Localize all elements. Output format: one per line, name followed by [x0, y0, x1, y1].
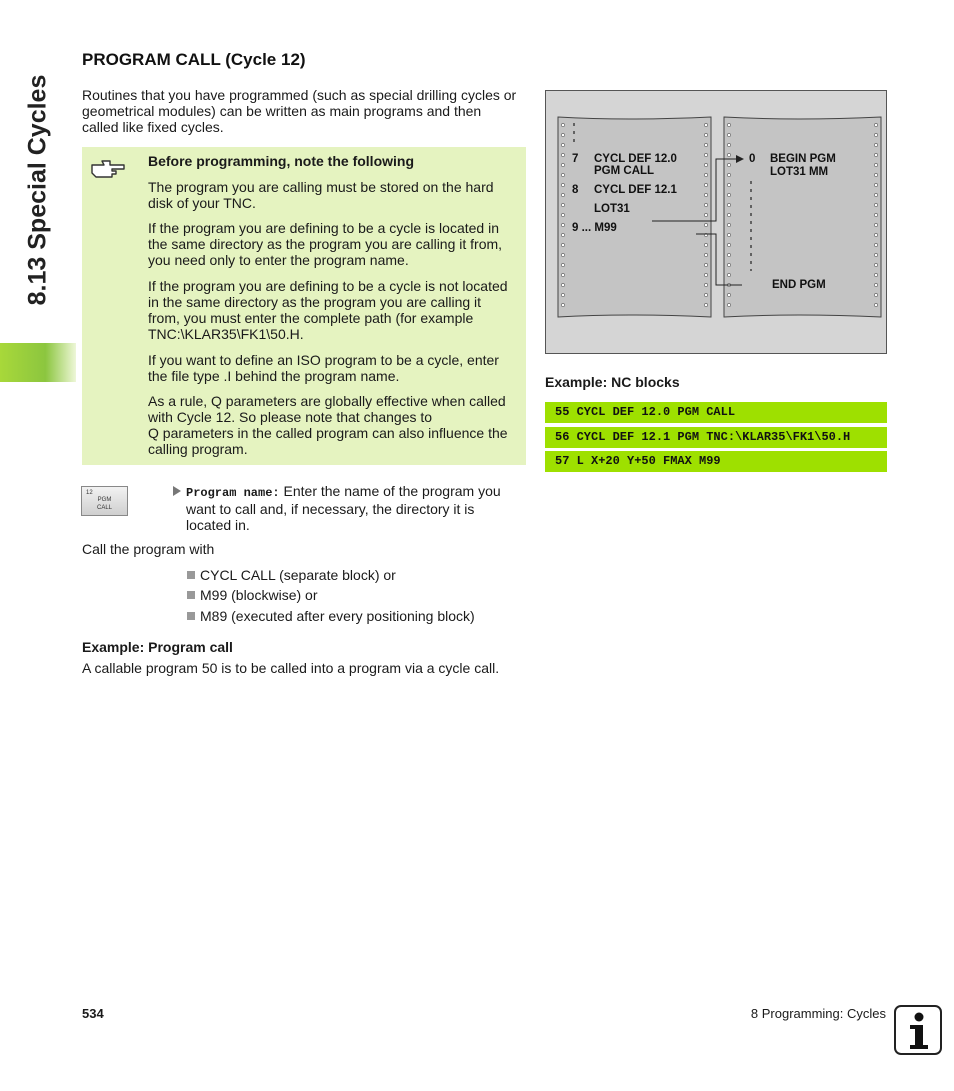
note-line: TNC:\KLAR35\FK1\50.H. [148, 326, 304, 342]
section-heading: PROGRAM CALL (Cycle 12) [82, 50, 306, 69]
program-call-figure [545, 90, 887, 354]
side-tab-marker [0, 343, 76, 382]
note-line: disk of your TNC. [148, 195, 256, 211]
bullet-item [187, 587, 317, 603]
note-line: the same directory as the program you are calling it from, [148, 236, 503, 252]
fig-right-text: LOT31 MM [770, 166, 829, 178]
example-call-text: A callable program 50 is to be called into a program via a cycle call. [82, 660, 500, 676]
note-paragraph [148, 393, 518, 457]
side-chapter-title [8, 60, 68, 320]
nc-blocks-title: Example: NC blocks [545, 374, 680, 390]
bullet-item [187, 567, 396, 583]
fig-right-text: BEGIN PGM [770, 153, 836, 165]
note-paragraph [148, 220, 518, 268]
fig-left-text: LOT31 [594, 203, 630, 215]
note-line: If you want to define an ISO program to be a cycle, enter [148, 352, 499, 368]
note-line: calling program. [148, 441, 248, 457]
page-number: 534 [82, 1006, 104, 1021]
bullet-text: M99 (blockwise) or [200, 587, 318, 603]
fig-left-num: 7 [572, 153, 579, 165]
note-line: The program you are calling must be stored on the hard [148, 179, 494, 195]
intro-line: geometrical modules) can be written as main programs and then [82, 103, 482, 119]
param-line [186, 483, 526, 501]
bullet-item [187, 608, 475, 624]
param-description [186, 483, 526, 533]
intro-line: Routines that you have programmed (such as special drilling cycles or [82, 87, 517, 103]
note-box [82, 147, 526, 465]
softkey-number: 12 [86, 490, 93, 496]
note-title: Before programming, note the following [148, 153, 414, 169]
square-bullet-icon [187, 591, 195, 599]
note-paragraph [148, 352, 518, 384]
param-desc-first: Enter the name of the program you [283, 483, 501, 499]
triangle-right-icon [173, 486, 181, 496]
square-bullet-icon [187, 571, 195, 579]
side-chapter-title-text: 8.13 Special Cycles [23, 74, 52, 306]
fig-right-text: END PGM [772, 279, 826, 291]
figure-drawing [546, 91, 886, 353]
softkey-label-line1: PGM [97, 497, 112, 503]
footer-chapter: 8 Programming: Cycles [750, 1006, 886, 1021]
note-line: As a rule, Q parameters are globally effective when called [148, 393, 506, 409]
intro-paragraph [82, 87, 532, 135]
bullet-text: CYCL CALL (separate block) or [200, 567, 396, 583]
hand-pointer-icon [90, 157, 126, 179]
fig-right-num: 0 [749, 153, 756, 165]
intro-line: called like fixed cycles. [82, 119, 224, 135]
fig-left-num: 9 ... M99 [572, 222, 617, 234]
fig-left-text: CYCL DEF 12.1 [594, 184, 677, 196]
nc-block-row: 57 L X+20 Y+50 FMAX M99 [545, 451, 887, 472]
example-call-title: Example: Program call [82, 639, 233, 655]
note-line: the file type .I behind the program name. [148, 368, 400, 384]
pgm-call-softkey[interactable] [81, 486, 128, 516]
fig-left-num: 8 [572, 184, 579, 196]
call-with-text: Call the program with [82, 541, 215, 557]
note-line: from, you must enter the complete path (for example [148, 310, 474, 326]
note-line: with Cycle 12. So please note that changes to [148, 409, 433, 425]
param-name: Program name: [186, 486, 280, 500]
info-icon [894, 1005, 942, 1055]
square-bullet-icon [187, 612, 195, 620]
note-line: in the same directory as the program you are calling it [148, 294, 482, 310]
note-paragraph [148, 278, 518, 342]
fig-left-text: PGM CALL [594, 165, 655, 177]
nc-block-row: 55 CYCL DEF 12.0 PGM CALL [545, 402, 887, 423]
note-line: If the program you are defining to be a cycle is located in [148, 220, 499, 236]
bullet-text: M89 (executed after every positioning block) [200, 608, 475, 624]
nc-block-row: 56 CYCL DEF 12.1 PGM TNC:\KLAR35\FK1\50.H [545, 427, 887, 448]
note-paragraph [148, 179, 518, 211]
note-line: If the program you are defining to be a cycle is not located [148, 278, 508, 294]
param-line: want to call and, if necessary, the directory it is [186, 501, 475, 517]
param-line: located in. [186, 517, 250, 533]
softkey-label-line2: CALL [96, 505, 112, 511]
fig-left-text: CYCL DEF 12.0 [594, 153, 677, 165]
note-line: Q parameters in the called program can also influence the [148, 425, 508, 441]
note-line: you need only to enter the program name. [148, 252, 409, 268]
